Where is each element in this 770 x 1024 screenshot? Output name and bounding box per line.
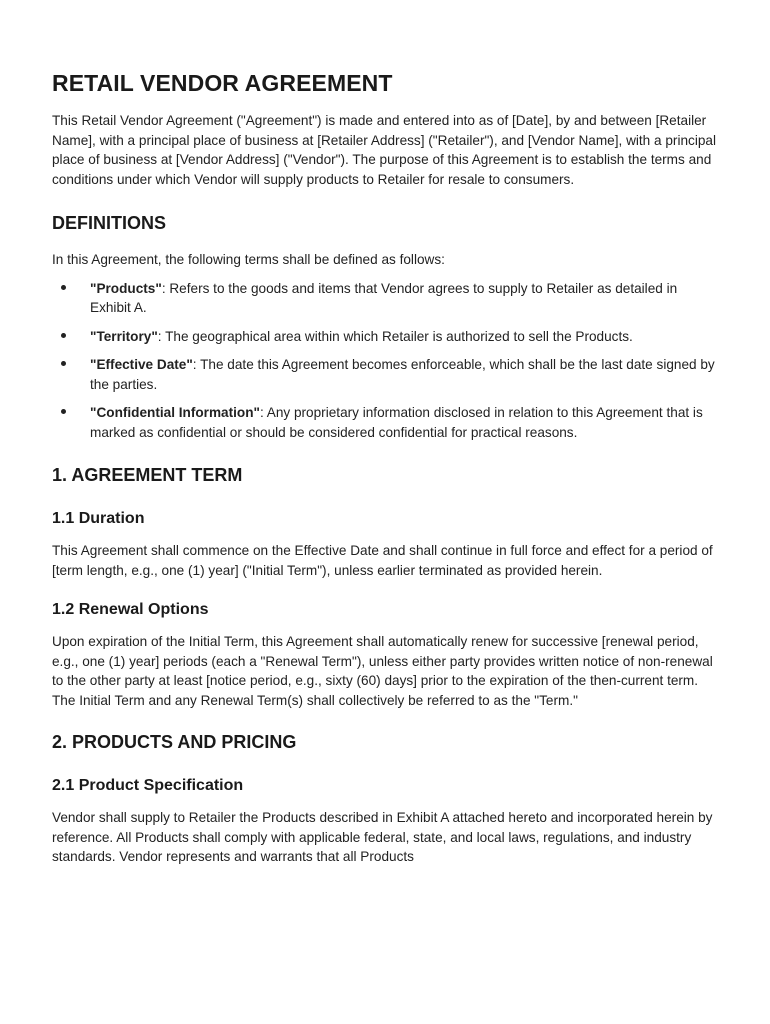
section-2-1-heading: 2.1 Product Specification bbox=[52, 777, 244, 794]
section-1-1-text: This Agreement shall commence on the Effective Date and shall continue in full force and effect for a period of [term length, e.g., one (1) year] ("Initial Term"), unless earlier terminated as provided herein. bbox=[52, 543, 713, 578]
bullet-icon bbox=[61, 333, 66, 338]
definitions-heading: DEFINITIONS bbox=[52, 213, 167, 233]
definition-text: : The geographical area within which Retailer is authorized to sell the Products. bbox=[157, 328, 633, 344]
definition-term: "Products" bbox=[90, 280, 162, 296]
definition-text: : The date this Agreement becomes enforceable, which shall be the last date signed by the parties. bbox=[90, 357, 715, 392]
bullet-icon bbox=[61, 285, 66, 290]
intro-paragraph: This Retail Vendor Agreement ("Agreement") is made and entered into as of [Date], by and between [Retailer Name], with a principal place of business at [Retailer Address] ("Retailer"), and [Vendor Name], with a principal place of business at [Vendor Address] ("Vendor"). The purpose of this Agreement is to establish the terms and conditions under which Vendor will supply products to Retailer for resale to consumers. bbox=[52, 113, 716, 187]
section-1-heading: 1. AGREEMENT TERM bbox=[52, 465, 243, 485]
definition-term: "Confidential Information" bbox=[90, 405, 260, 420]
definition-term: "Effective Date" bbox=[90, 357, 193, 372]
definition-item-effective-date bbox=[52, 355, 720, 394]
document-page bbox=[52, 70, 720, 867]
definitions-list bbox=[52, 279, 720, 443]
section-1-1-heading: 1.1 Duration bbox=[52, 510, 145, 527]
section-2-1-text: Vendor shall supply to Retailer the Products described in Exhibit A attached hereto and incorporated herein by reference. All Products shall comply with applicable federal, state, and local laws, regulations, and industry standards. Vendor represents and warrants that all Products bbox=[52, 810, 713, 864]
section-1-2-heading: 1.2 Renewal Options bbox=[52, 601, 209, 618]
definition-item-products bbox=[52, 279, 720, 318]
document-title: RETAIL VENDOR AGREEMENT bbox=[52, 70, 393, 96]
bullet-icon bbox=[61, 361, 66, 366]
definition-term: "Territory" bbox=[90, 328, 158, 344]
section-2-heading: 2. PRODUCTS AND PRICING bbox=[52, 732, 297, 752]
definitions-lead: In this Agreement, the following terms shall be defined as follows: bbox=[52, 252, 445, 267]
definition-item-territory bbox=[52, 327, 720, 347]
bullet-icon bbox=[61, 409, 66, 414]
definition-text: : Refers to the goods and items that Vendor agrees to supply to Retailer as detailed in Exhibit A. bbox=[90, 280, 678, 315]
section-1-2-text: Upon expiration of the Initial Term, this Agreement shall automatically renew for successive [renewal period, e.g., one (1) year] periods (each a "Renewal Term"), unless either party provides written notice of non-renewal to the other party at least [notice period, e.g., sixty (60) days] prior to the expiration of the then-current term. The Initial Term and any Renewal Term(s) shall collectively be referred to as the "Term." bbox=[52, 634, 713, 708]
definition-item-confidential-information bbox=[52, 403, 720, 442]
definition-text: : Any proprietary information disclosed in relation to this Agreement that is marked as confidential or should be considered confidential for practical reasons. bbox=[90, 405, 703, 440]
